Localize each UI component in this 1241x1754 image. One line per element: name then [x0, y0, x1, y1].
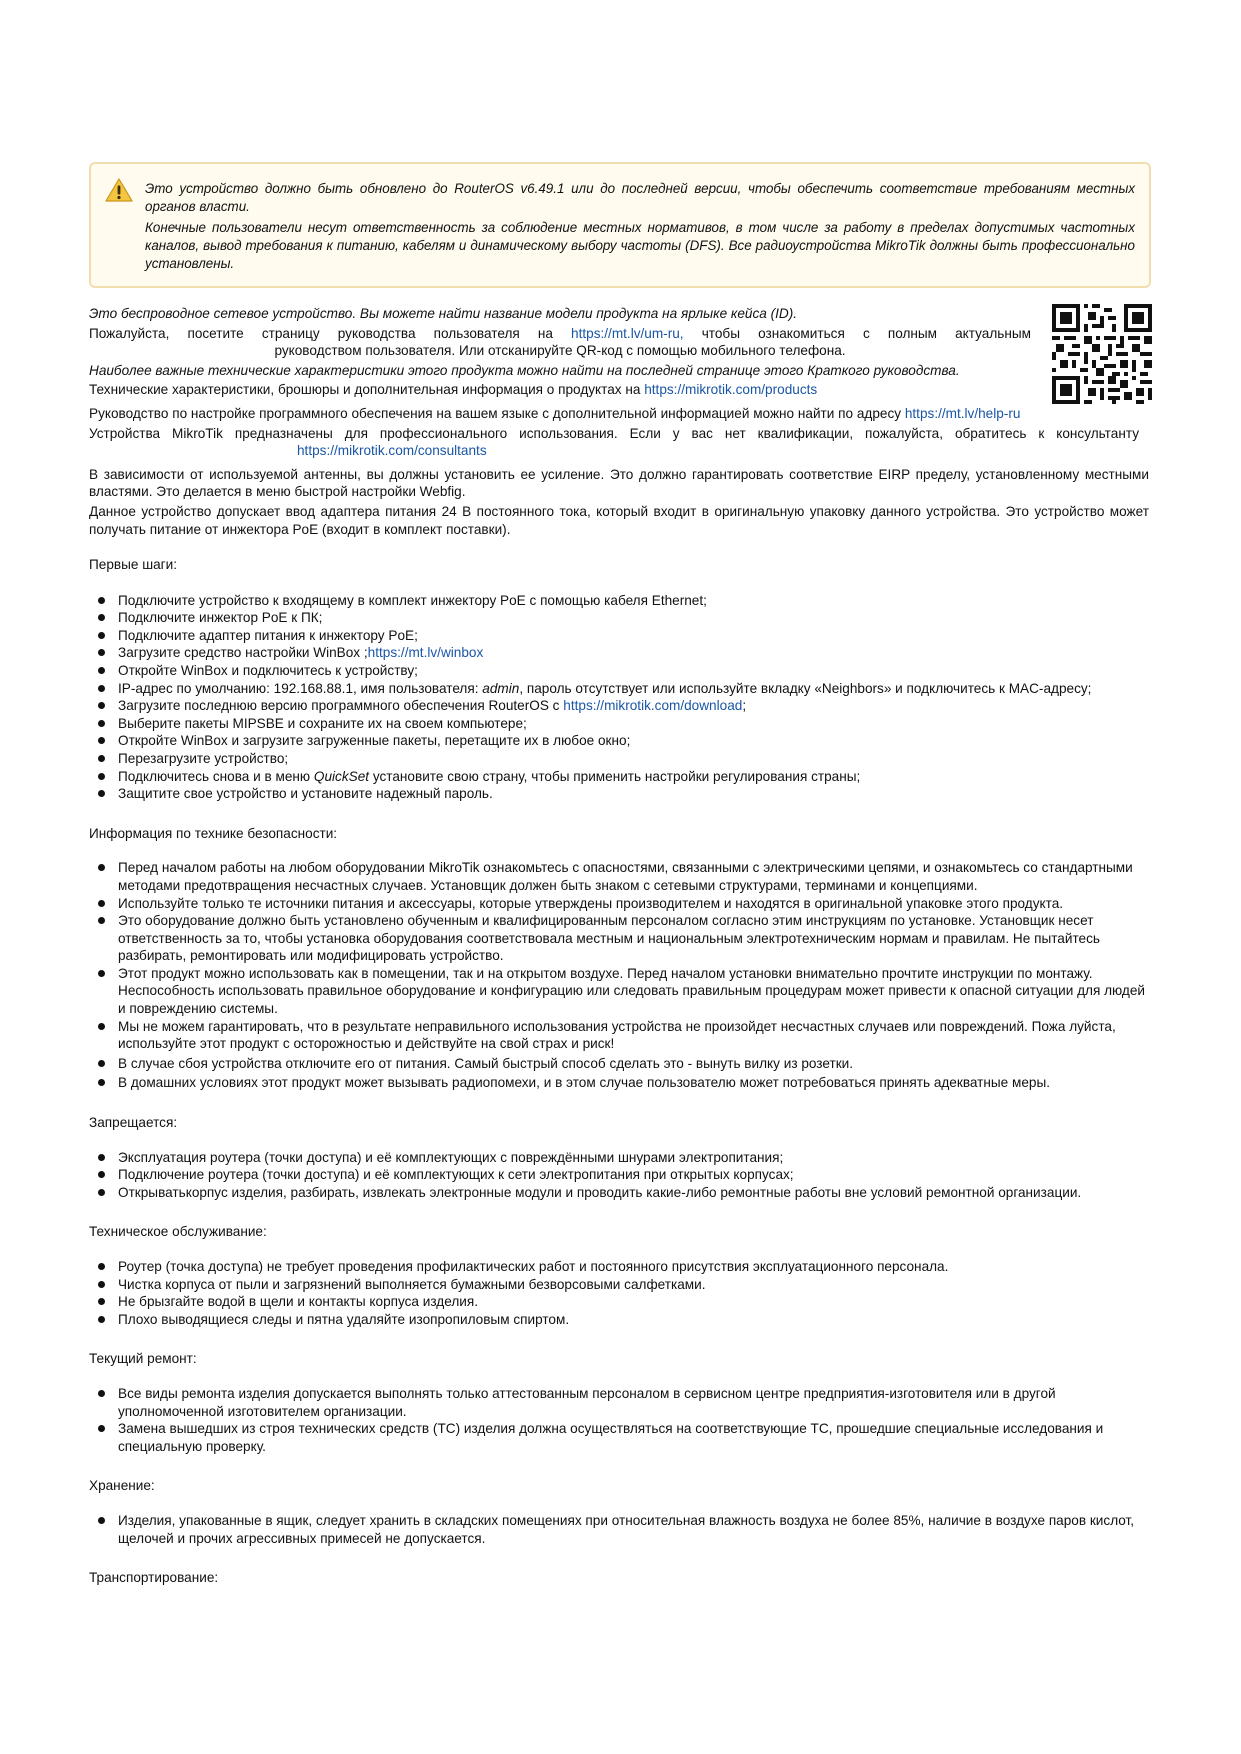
list-item: Подключитесь снова и в меню QuickSet установите свою страну, чтобы применить настройки регулирования страны;	[89, 768, 1154, 786]
user-manual-link[interactable]: https://mt.lv/um-ru,	[571, 325, 684, 341]
list-item: Откройте WinBox и подключитесь к устройству;	[89, 662, 1154, 680]
list-item: Выберите пакеты MIPSBE и сохраните их на своем компьютере;	[89, 715, 1154, 733]
list-item: Подключение роутера (точки доступа) и её комплектующих к сети электропитания при открытых корпусах;	[89, 1166, 1154, 1184]
repair-list	[89, 1385, 1154, 1455]
list-item: IP-адрес по умолчанию: 192.168.88.1, имя пользователя: admin, пароль отсутствует или используйте вкладку «Neighbors» и подключитесь к MAC-адресу;	[89, 680, 1154, 698]
list-item: Замена вышедших из строя технических средств (ТС) изделия должна осуществляться на соответствующие ТС, прошедшие специальные исследования и специальную проверку.	[89, 1420, 1154, 1455]
list-item: В случае сбоя устройства отключите его от питания. Самый быстрый способ сделать это - вынуть вилку из розетки.	[89, 1055, 1154, 1073]
download-link[interactable]: https://mikrotik.com/download	[563, 698, 743, 714]
winbox-link[interactable]: https://mt.lv/winbox	[367, 645, 484, 661]
list-item: Открыватькорпус изделия, разбирать, извлекать электронные модули и проводить какие-либо ремонтные работы вне условий ремонтной организации.	[89, 1184, 1154, 1202]
warning-box	[89, 162, 1151, 288]
list-item: Этот продукт можно использовать как в помещении, так и на открытом воздухе. Перед началом установки внимательно прочтите инструкции по монтажу. Неспособность использовать правильное оборудование и конфигурацию или следовать правильным процедурам может привести к опасной ситуации для людей и повреждению системы.	[89, 965, 1154, 1018]
maintenance-list	[89, 1258, 1154, 1328]
warning-text	[145, 180, 1135, 276]
list-item: В домашних условиях этот продукт может вызывать радиопомехи, и в этом случае пользователю может потребоваться принять адекватные меры.	[89, 1074, 1154, 1092]
safety-title: Информация по технике безопасности:	[89, 825, 338, 841]
list-item: Перед началом работы на любом оборудовании MikroTik ознакомьтесь с опасностями, связанными с электрическими цепями, и ознакомьтесь со стандартными методами предотвращения несчастных случаев. Установщик должен быть знаком с сетевыми структурами, терминами и концепциями.	[89, 859, 1154, 894]
prohibited-list	[89, 1149, 1154, 1202]
products-link[interactable]: https://mikrotik.com/products	[644, 382, 818, 398]
list-item: Мы не можем гарантировать, что в результате неправильного использования устройства не произойдет несчастных случаев или повреждений. Пожа луйста, используйте этот продукт с осторожностью и действуйте на свой страх и риск!	[89, 1018, 1154, 1053]
first-steps-title: Первые шаги:	[89, 557, 178, 572]
warning-line-regulations: Конечные пользователи несут ответственность за соблюдение местных нормативов, в том числе за работу в пределах допустимых частотных каналов, вывод требования к питанию, кабелям и динамическому выбору частоты (DFS). Все радиоустройства MikroTik должны быть профессионально установлены.	[145, 220, 1135, 271]
intro-user-manual: Пожалуйста, посетите страницу руководства пользователя на https://mt.lv/um-ru, чтобы ознакомиться с полным актуальным	[89, 325, 1032, 341]
intro-power: Данное устройство допускает ввод адаптера питания 24 В постоянного тока, который входит в оригинальную упаковку данного устройства. Это устройство может получать питание от инжектора PoE (входит в комплект поставки).	[89, 503, 1149, 537]
help-link[interactable]: https://mt.lv/help-ru	[904, 405, 1021, 421]
intro-products: Технические характеристики, брошюры и дополнительная информация о продуктах на https://mikrotik.com/products	[89, 382, 818, 398]
list-item: Изделия, упакованные в ящик, следует хранить в складских помещениях при относительная влажность воздуха не более 85%, наличие в воздухе паров кислот, щелочей и прочих агрессивных примесей не допускается.	[89, 1512, 1154, 1547]
list-item: Перезагрузите устройство;	[89, 750, 1154, 768]
intro-user-manual-line2: руководством пользователя. Или отсканируйте QR-код с помощью мобильного телефона.	[274, 343, 846, 359]
warning-triangle-icon	[105, 178, 133, 202]
list-item: Подключите инжектор PoE к ПК;	[89, 609, 1154, 627]
intro-specifications-note: Наиболее важные технические характеристики этого продукта можно найти на последней странице этого Краткого руководства.	[89, 362, 960, 378]
intro-consultants-link-line	[89, 442, 1151, 460]
storage-list	[89, 1512, 1154, 1547]
list-item: Чистка корпуса от пыли и загрязнений выполняется бумажными безворсовыми салфетками.	[89, 1276, 1154, 1294]
quickset-menu: QuickSet	[313, 768, 370, 784]
default-username: admin	[482, 680, 520, 696]
intro-device-id: Это беспроводное сетевое устройство. Вы можете найти название модели продукта на ярлыке кейса (ID).	[89, 306, 798, 321]
repair-title: Текущий ремонт:	[89, 1351, 197, 1367]
intro-section	[89, 305, 1151, 540]
first-steps-list	[89, 592, 1154, 803]
warning-line-firmware: Это устройство должно быть обновлено до RouterOS v6.49.1 или до последней версии, чтобы обеспечить соответствие требованиям местных органов власти.	[145, 181, 1135, 214]
list-item: Не брызгайте водой в щели и контакты корпуса изделия.	[89, 1293, 1154, 1311]
list-item: Роутер (точка доступа) не требует проведения профилактических работ и постоянного присутствия эксплуатационного персонала.	[89, 1258, 1154, 1276]
intro-antenna: В зависимости от используемой антенны, вы должны установить ее усиление. Это должно гарантировать соответствие EIRP пределу, установленному местными властями. Это делается в меню быстрой настройки Webfig.	[89, 466, 1149, 500]
list-item: Подключите устройство к входящему в комплект инжектору PoE с помощью кабеля Ethernet;	[89, 592, 1154, 610]
prohibited-title: Запрещается:	[89, 1115, 178, 1131]
list-item: Все виды ремонта изделия допускается выполнять только аттестованным персоналом в сервисном центре предприятия-изготовителя или в другой уполномоченной изготовителем организации.	[89, 1385, 1154, 1420]
list-item: Это оборудование должно быть установлено обученным и квалифицированным персоналом согласно этим инструкциям по установке. Установщик несет ответственность за то, чтобы установка оборудования соответствовала местным и национальным электротехническим нормам и правилам. Не пытайтесь разбирать, ремонтировать или модифицировать устройство.	[89, 912, 1154, 965]
list-item: Плохо выводящиеся следы и пятна удаляйте изопропиловым спиртом.	[89, 1311, 1154, 1329]
main-content	[89, 556, 1154, 1601]
safety-list	[89, 859, 1154, 1092]
list-item: Откройте WinBox и загрузите загруженные пакеты, перетащите их в любое окно;	[89, 732, 1154, 750]
intro-consultants: Устройства MikroTik предназначены для профессионального использования. Если у вас нет квалификации, пожалуйста, обратитесь к консультанту	[89, 425, 1139, 441]
list-item: Эксплуатация роутера (точки доступа) и её комплектующих с повреждёнными шнурами электропитания;	[89, 1149, 1154, 1167]
list-item: Подключите адаптер питания к инжектору PoE;	[89, 627, 1154, 645]
list-item: Загрузите средство настройки WinBox ;https://mt.lv/winbox	[89, 644, 1154, 662]
list-item: Защитите свое устройство и установите надежный пароль.	[89, 785, 1154, 803]
list-item: Загрузите последнюю версию программного обеспечения RouterOS с https://mikrotik.com/download;	[89, 697, 1154, 715]
list-item: Используйте только те источники питания и аксессуары, которые утверждены производителем и находятся в оригинальной упаковке этого продукта.	[89, 895, 1154, 913]
maintenance-title: Техническое обслуживание:	[89, 1224, 267, 1240]
intro-help: Руководство по настройке программного обеспечения на вашем языке с дополнительной информацией можно найти по адресу https://mt.lv/help-ru	[89, 405, 1021, 421]
consultants-link[interactable]: https://mikrotik.com/consultants	[297, 443, 487, 459]
storage-title: Хранение:	[89, 1478, 155, 1494]
transport-title: Транспортирование:	[89, 1570, 219, 1586]
